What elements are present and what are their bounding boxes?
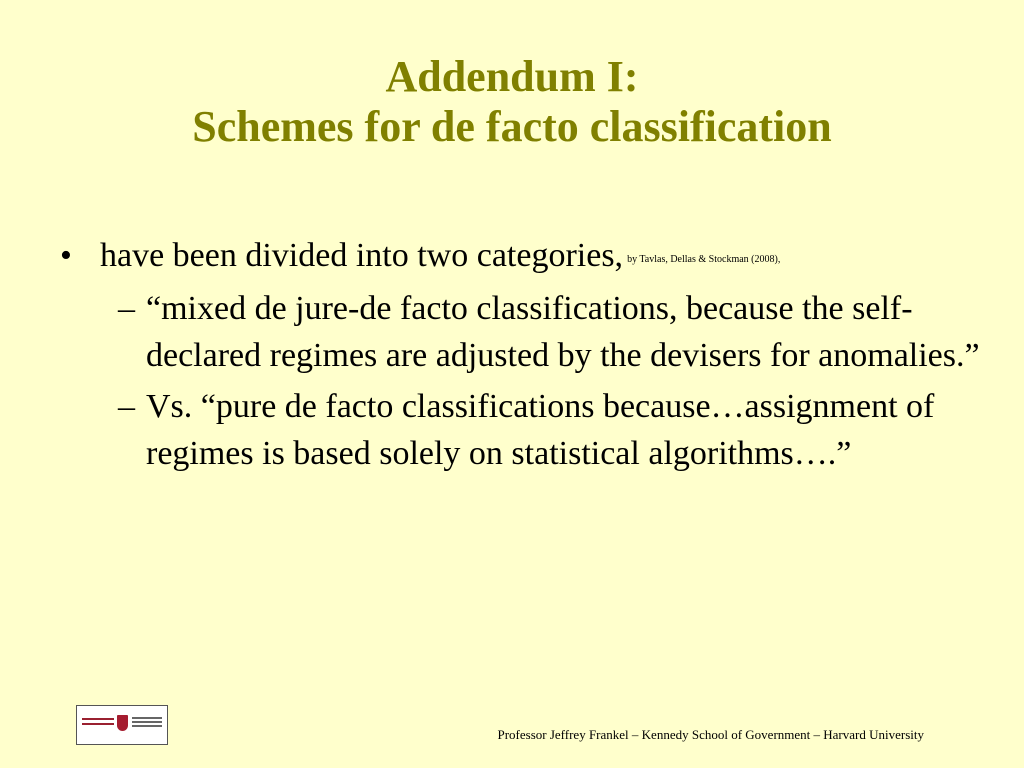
subbullet-item [60,285,980,379]
shield-icon [117,715,128,731]
title-line-1: Addendum I: [385,52,639,101]
logo-wordmark-left [82,718,114,720]
slide-body [60,232,980,477]
logo-wordmark-right [132,717,162,719]
subbullet-item [60,383,980,477]
slide-title [0,52,1024,152]
subbullet-marker: – [118,290,135,327]
subbullet-text: Vs. “pure de facto classifications because…assignment of regimes is based solely on statistical algorithms….” [146,388,935,472]
bullet-item [60,232,980,283]
harvard-kennedy-school-logo [76,705,168,745]
footer-text: Professor Jeffrey Frankel – Kennedy School of Government – Harvard University [497,727,924,742]
bullet-text: have been divided into two categories, [100,237,624,274]
bullet-marker: • [60,237,72,274]
subbullet-marker: – [118,388,135,425]
citation: by Tavlas, Dellas & Stockman (2008), [627,254,781,265]
title-line-2: Schemes for de facto classification [192,102,832,151]
subbullet-text: “mixed de jure-de facto classifications, because the self-declared regimes are adjusted by the devisers for anomalies.” [146,290,980,374]
